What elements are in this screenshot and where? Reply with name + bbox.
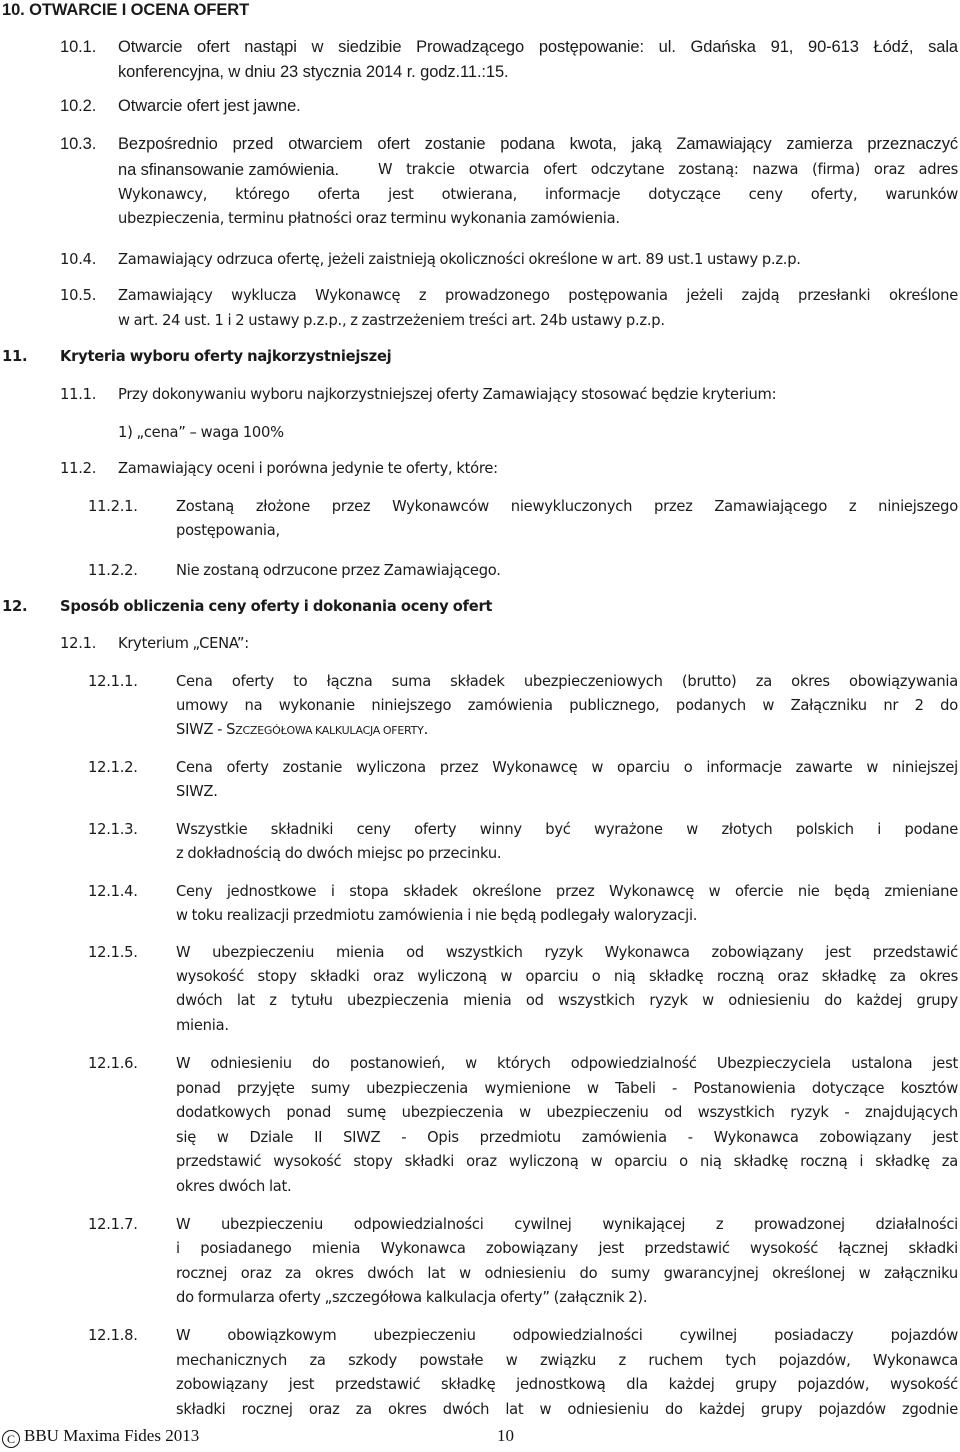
item-number: 10.3. (60, 135, 97, 153)
item-11-2-1-line1: Zostaną złożone przez Wykonawców niewykluczonych przez Zamawiającego z niniejszego (176, 498, 958, 515)
item-number: 12.1.1. (88, 673, 138, 690)
p-12-1-5-line2: wysokość stopy składki oraz wyliczoną w oparciu o nią składkę roczną oraz składkę za okres (176, 968, 958, 985)
copyright-icon: C (2, 1430, 20, 1448)
p-12-1-1-line3 (176, 721, 428, 738)
p-12-1-7-line2: i posiadanego mienia Wykonawca zobowiązany jest przedstawić wysokość łącznej składki (176, 1240, 958, 1257)
p-12-1-6-line6: okres dwóch lat. (176, 1178, 292, 1195)
item-number: 12.1.6. (88, 1055, 138, 1072)
p-12-1-1-line2: umowy na wykonanie niniejszego zamówienia publicznego, podanych w Załączniku nr 2 do (176, 697, 958, 714)
item-number: 10.1. (60, 38, 97, 56)
p-12-1-6-line2: ponad przyjęte sumy ubezpieczenia wymienione w Tabeli - Postanowienia dotyczące kosztów (176, 1080, 958, 1097)
p-12-1-1-line1: Cena oferty to łączna suma składek ubezpieczeniowych (brutto) za okres obowiązywania (176, 673, 958, 690)
p-12-1-1-line3a: SIWZ - S (176, 721, 236, 738)
section-number: 12. (2, 598, 28, 615)
item-number: 12.1.2. (88, 759, 138, 776)
p-12-1-6-line4: się w Dziale II SIWZ - Opis przedmiotu zamówienia - Wykonawca zobowiązany jest (176, 1129, 958, 1146)
item-10-2-text: Otwarcie ofert jest jawne. (118, 97, 301, 115)
item-11-1-text: Przy dokonywaniu wyboru najkorzystniejszej oferty Zamawiający stosować będzie kryterium: (118, 386, 777, 403)
p-12-1-1-smallcaps: ZCZEGÓŁOWA KALKULACJA OFERTY (235, 724, 424, 737)
item-10-4-text: Zamawiający odrzuca ofertę, jeżeli zaistnieją okoliczności określone w art. 89 ust.1 ustawy p.z.p. (118, 251, 801, 268)
item-number: 11.1. (60, 386, 97, 403)
footer-text: BBU Maxima Fides 2013 (24, 1426, 200, 1445)
p-12-1-7-line3: rocznej oraz za okres dwóch lat w odniesieniu do sumy gwarancyjnej określonej w załączniku (176, 1265, 958, 1282)
section-10-heading: 10. OTWARCIE I OCENA OFERT (2, 1, 250, 19)
item-10-1-line2: konferencyjna, w dniu 23 stycznia 2014 r. godz.11.:15. (118, 63, 509, 81)
item-number: 10.2. (60, 97, 97, 115)
item-10-3-line4: ubezpieczenia, terminu płatności oraz terminu wykonania zamówienia. (118, 210, 620, 227)
footer-text-group (2, 1426, 199, 1448)
p-12-1-8-line3: zobowiązany jest przedstawić składkę jednostkową dla każdej grupy pojazdów, wysokość (176, 1376, 958, 1393)
item-number: 10.5. (60, 287, 97, 304)
item-10-3-line3: Wykonawcy, którego oferta jest otwierana, informacje dotyczące ceny oferty, warunków (118, 186, 958, 203)
item-10-3-line2b: W trakcie otwarcia ofert odczytane zostaną: nazwa (firma) oraz adres (378, 161, 958, 178)
section-11-heading: Kryteria wyboru oferty najkorzystniejszej (60, 348, 392, 365)
p-12-1-7-line1: W ubezpieczeniu odpowiedzialności cywilnej wynikającej z prowadzonej działalności (176, 1216, 958, 1233)
item-10-3-line2a: na sfinansowanie zamówienia. (118, 161, 339, 179)
section-12-heading: Sposób obliczenia ceny oferty i dokonania oceny ofert (60, 598, 493, 615)
item-10-5-line1: Zamawiający wyklucza Wykonawcę z prowadzonego postępowania jeżeli zajdą przesłanki określone (118, 287, 958, 304)
p-12-1-6-line1: W odniesieniu do postanowień, w których odpowiedzialność Ubezpieczyciela ustalona jest (176, 1055, 958, 1072)
item-10-5-line2: w art. 24 ust. 1 i 2 ustawy p.z.p., z zastrzeżeniem treści art. 24b ustawy p.z.p. (118, 312, 665, 329)
p-12-1-3-line2: z dokładnością do dwóch miejsc po przecinku. (176, 845, 502, 862)
p-12-1-2-line2: SIWZ. (176, 783, 218, 800)
criterion-line: 1) „cena” – waga 100% (118, 424, 284, 441)
item-number: 12.1. (60, 635, 97, 652)
p-12-1-2-line1: Cena oferty zostanie wyliczona przez Wykonawcę w oparciu o informacje zawarte w niniejszej (176, 759, 958, 776)
p-12-1-3-line1: Wszystkie składniki ceny oferty winny być wyrażone w złotych polskich i podane (176, 821, 958, 838)
p-12-1-5-line4: mienia. (176, 1017, 229, 1034)
item-number: 10.4. (60, 251, 97, 268)
item-12-1-text: Kryterium „CENA”: (118, 635, 249, 652)
p-12-1-6-line3: dodatkowych ponad sumę ubezpieczenia w ubezpieczeniu od wszystkich ryzyk - znajdujących (176, 1104, 958, 1121)
item-number: 11.2.2. (88, 562, 138, 579)
item-10-3-line1: Bezpośrednio przed otwarciem ofert zostanie podana kwota, jaką Zamawiający zamierza przeznaczyć (118, 135, 958, 153)
p-12-1-8-line1: W obowiązkowym ubezpieczeniu odpowiedzialności cywilnej posiadaczy pojazdów (176, 1327, 958, 1344)
item-number: 11.2.1. (88, 498, 138, 515)
item-11-2-1-line2: postępowania, (176, 522, 280, 539)
item-11-2-2-text: Nie zostaną odrzucone przez Zamawiającego. (176, 562, 501, 579)
item-number: 12.1.3. (88, 821, 138, 838)
p-12-1-5-line3: dwóch lat z tytułu ubezpieczenia mienia od wszystkich ryzyk w odniesieniu do każdej grupy (176, 992, 958, 1009)
section-number: 11. (2, 348, 28, 365)
p-12-1-5-line1: W ubezpieczeniu mienia od wszystkich ryzyk Wykonawca zobowiązany jest przedstawić (176, 944, 958, 961)
p-12-1-7-line4: do formularza oferty „szczegółowa kalkulacja oferty” (załącznik 2). (176, 1289, 648, 1306)
item-number: 12.1.4. (88, 883, 138, 900)
item-number: 11.2. (60, 460, 97, 477)
p-12-1-8-line4: składki rocznej oraz za okres dwóch lat w odniesieniu do każdej grupy pojazdów zgodnie (176, 1401, 958, 1418)
item-number: 12.1.5. (88, 944, 138, 961)
p-12-1-4-line2: w toku realizacji przedmiotu zamówienia i nie będą podlegały waloryzacji. (176, 907, 698, 924)
item-10-1-line1: Otwarcie ofert nastąpi w siedzibie Prowadzącego postępowanie: ul. Gdańska 91, 90-613 Łódź, sala (118, 38, 958, 56)
page-number: 10 (497, 1426, 514, 1445)
p-12-1-8-line2: mechanicznych za szkody powstałe w związku z ruchem tych pojazdów, Wykonawca (176, 1352, 958, 1369)
p-12-1-4-line1: Ceny jednostkowe i stopa składek określone przez Wykonawcę w ofercie nie będą zmieniane (176, 883, 958, 900)
p-12-1-6-line5: przedstawić wysokość stopy składki oraz wyliczoną w oparciu o nią składkę roczną i składkę za (176, 1153, 958, 1170)
item-11-2-text: Zamawiający oceni i porówna jedynie te oferty, które: (118, 460, 498, 477)
p-12-1-1-line3c: . (423, 721, 428, 738)
item-number: 12.1.8. (88, 1327, 138, 1344)
item-number: 12.1.7. (88, 1216, 138, 1233)
